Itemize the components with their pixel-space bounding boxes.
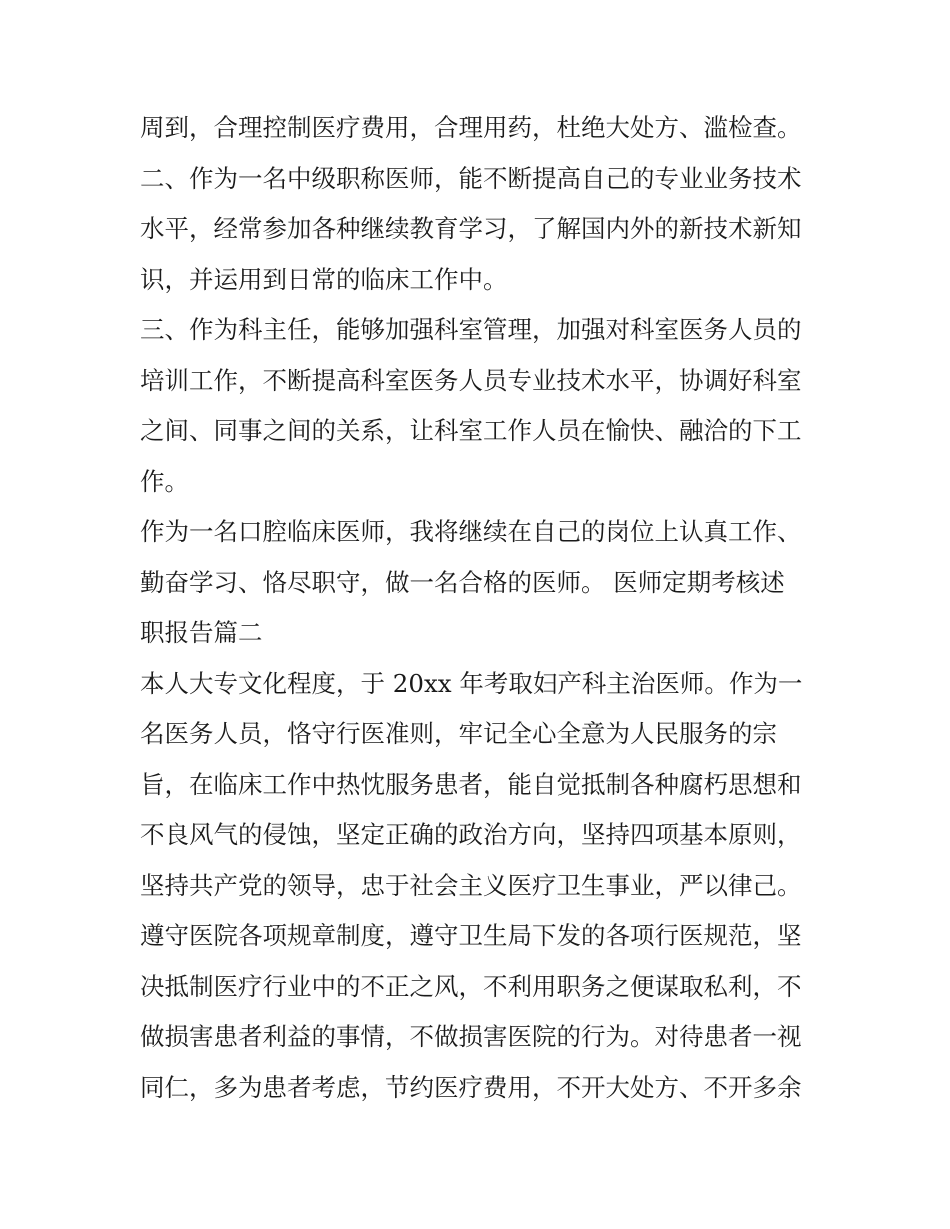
text-line: 周到，合理控制医疗费用，合理用药，杜绝大处方、滥检查。	[140, 113, 802, 142]
text-line: 之间、同事之间的关系，让科室工作人员在愉快、融洽的下工	[140, 416, 802, 445]
text-line: 勤奋学习、恪尽职守，做一名合格的医师。 医师定期考核述	[140, 567, 785, 597]
text-line: 不良风气的侵蚀，坚定正确的政治方向，坚持四项基本原则，	[140, 820, 802, 849]
text-line: 培训工作，不断提高科室医务人员专业技术水平，协调好科室	[140, 365, 802, 395]
text-line: 本人大专文化程度，于 20xx 年考取妇产科主治医师。作为一	[140, 668, 803, 698]
text-line: 坚持共产党的领导，忠于社会主义医疗卫生事业，严以律己。	[140, 870, 802, 900]
text-line: 同仁，多为患者考虑，节约医疗费用，不开大处方、不开多余	[140, 1072, 802, 1102]
text-line: 作。	[140, 466, 189, 496]
text-line: 决抵制医疗行业中的不正之风，不利用职务之便谋取私利，不	[140, 971, 802, 1001]
text-line: 名医务人员，恪守行医准则，牢记全心全意为人民服务的宗	[140, 719, 777, 748]
text-line: 旨，在临床工作中热忱服务患者，能自觉抵制各种腐朽思想和	[140, 769, 802, 799]
text-line: 识，并运用到日常的临床工作中。	[140, 264, 508, 294]
text-line: 作为一名口腔临床医师，我将继续在自己的岗位上认真工作、	[140, 517, 802, 546]
text-line: 水平，经常参加各种继续教育学习，了解国内外的新技术新知	[140, 214, 802, 243]
text-line: 职报告篇二	[140, 618, 263, 647]
text-line: 遵守医院各项规章制度，遵守卫生局下发的各项行医规范，坚	[140, 921, 802, 950]
text-line: 三、作为科主任，能够加强科室管理，加强对科室医务人员的	[140, 315, 802, 344]
document-body	[140, 103, 820, 1113]
text-line: 做损害患者利益的事情，不做损害医院的行为。对待患者一视	[140, 1022, 802, 1051]
text-line: 二、作为一名中级职称医师，能不断提高自己的专业业务技术	[140, 163, 802, 193]
